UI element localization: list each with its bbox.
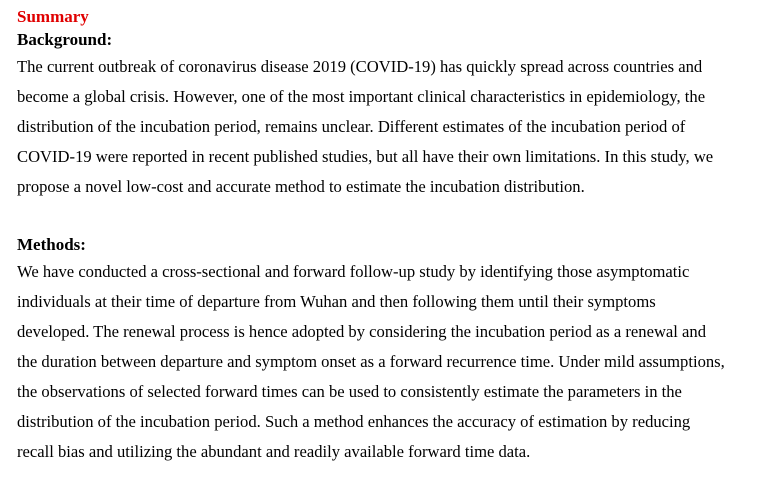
background-line-4: COVID-19 were reported in recent published studies, but all have their own limitations. In this study, we: [17, 147, 714, 166]
methods-line-1: We have conducted a cross-sectional and forward follow-up study by identifying those asymptomatic: [17, 262, 690, 281]
background-line-2: become a global crisis. However, one of the most important clinical characteristics in epidemiology, the: [17, 87, 706, 106]
abstract-section: [17, 6, 777, 467]
section-spacer: [17, 202, 777, 233]
methods-heading: Methods:: [17, 235, 86, 254]
background-line-1: The current outbreak of coronavirus disease 2019 (COVID-19) has quickly spread across countries and: [17, 57, 703, 76]
methods-section: [17, 233, 777, 467]
background-heading: Background:: [17, 30, 113, 49]
methods-line-7: recall bias and utilizing the abundant and readily available forward time data.: [17, 442, 531, 461]
methods-line-5: the observations of selected forward times can be used to consistently estimate the parameters in the: [17, 382, 682, 401]
methods-line-3: developed. The renewal process is hence adopted by considering the incubation period as a renewal and: [17, 322, 707, 341]
methods-line-2: individuals at their time of departure from Wuhan and then following them until their symptoms: [17, 292, 656, 311]
background-line-5: propose a novel low-cost and accurate method to estimate the incubation distribution.: [17, 177, 585, 196]
background-section: [17, 28, 777, 202]
methods-line-6: distribution of the incubation period. Such a method enhances the accuracy of estimation by reducing: [17, 412, 691, 431]
summary-title: Summary: [17, 7, 89, 26]
methods-line-4: the duration between departure and symptom onset as a forward recurrence time. Under mild assumptions,: [17, 352, 725, 371]
background-line-3: distribution of the incubation period, remains unclear. Different estimates of the incubation period of: [17, 117, 686, 136]
